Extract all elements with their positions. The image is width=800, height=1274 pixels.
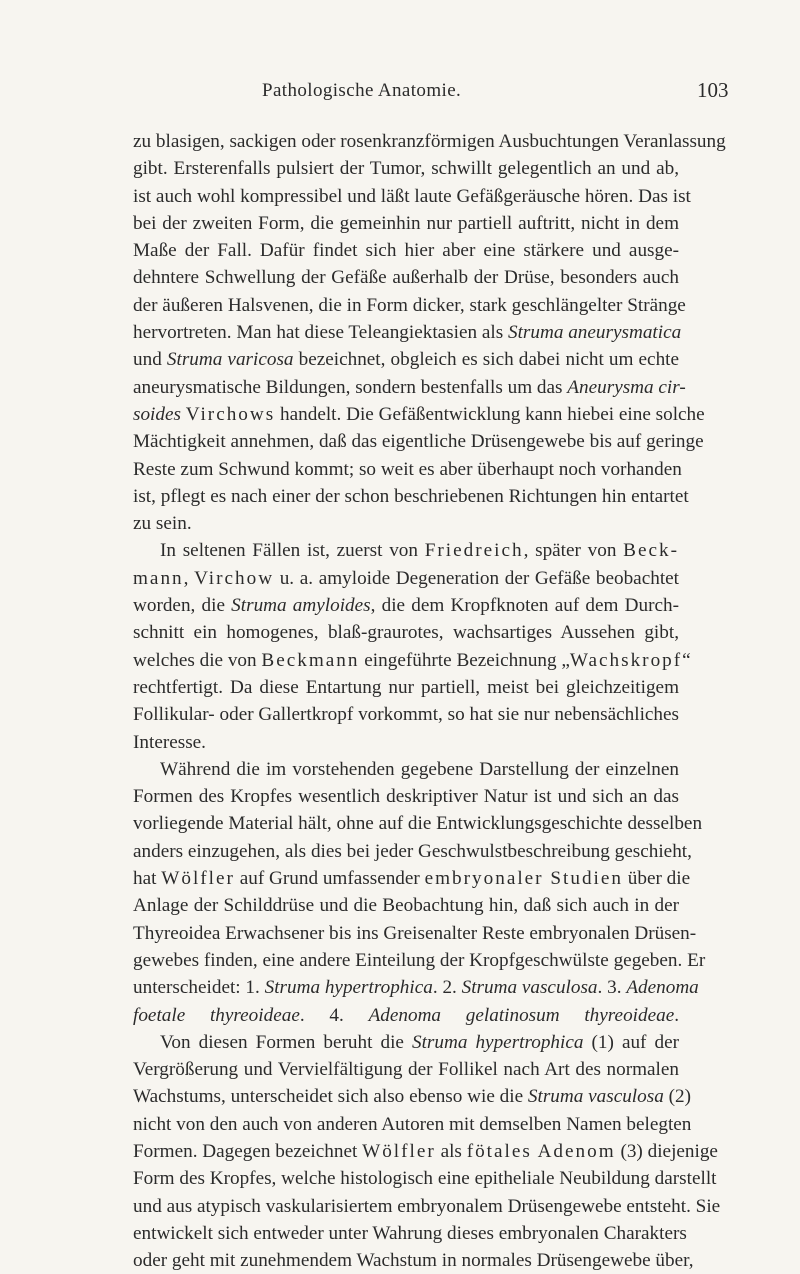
- spaced-name: Beckmann: [261, 649, 360, 671]
- text-run: und aus atypisch vaskularisiertem embryonalem Drüsengewebe entsteht. Sie: [133, 1195, 721, 1217]
- text-line: [133, 619, 679, 646]
- text-line: [133, 264, 679, 291]
- text-line: [133, 1083, 691, 1110]
- text-line: [133, 647, 691, 674]
- text-line: [133, 974, 699, 1001]
- text-run: Maße der Fall. Dafür findet sich hier aber eine stärkere und ausge-: [133, 240, 679, 262]
- text-run: “: [682, 649, 691, 671]
- text-run: vorliegende Material hält, ohne auf die Entwicklungsgeschichte desselben: [133, 813, 703, 835]
- spaced-name: Virchows: [185, 403, 276, 425]
- italic-term: Struma varicosa: [166, 349, 294, 371]
- spaced-name: Virchow: [194, 567, 275, 589]
- text-run: , später von: [523, 540, 624, 562]
- text-run: dehntere Schwellung der Gefäße außerhalb der Drüse, besonders auch: [133, 267, 679, 289]
- text-run: handelt. Die Gefäßentwicklung kann hiebei eine solche: [275, 403, 705, 425]
- italic-term: Struma vasculosa: [461, 977, 598, 999]
- text-run: oder geht mit zunehmendem Wachstum in normales Drüsengewebe über,: [133, 1250, 694, 1272]
- text-run: rechtfertigt. Da diese Entartung nur partiell, meist bei gleichzeitigem: [133, 676, 679, 698]
- text-line: [133, 810, 703, 837]
- text-run: . 4.: [299, 1004, 369, 1026]
- text-run: entwickelt sich entweder unter Wahrung dieses embryonalen Charakters: [133, 1222, 687, 1244]
- text-run: über die: [623, 868, 691, 890]
- text-run: Vergrößerung und Vervielfältigung der Follikel nach Art des normalen: [133, 1059, 679, 1081]
- running-title: Pathologische Anatomie.: [262, 80, 462, 101]
- text-run: gibt. Ersterenfalls pulsiert der Tumor, schwillt gelegentlich an und ab,: [133, 158, 679, 180]
- text-line: [133, 374, 686, 401]
- text-line: [133, 865, 691, 892]
- text-run: nicht von den auch von anderen Autoren mit demselben Namen belegten: [133, 1113, 692, 1135]
- running-head: [0, 78, 800, 108]
- text-line: [133, 1056, 679, 1083]
- text-line: [133, 565, 679, 592]
- spaced-name: Beck-: [623, 540, 679, 562]
- italic-term: Adenoma: [626, 977, 699, 999]
- text-run: zu sein.: [133, 513, 192, 535]
- text-line: [133, 1193, 721, 1220]
- text-run: Mächtigkeit annehmen, daß das eigentliche Drüsengewebe bis auf geringe: [133, 431, 704, 453]
- text-run: ist, pflegt es nach einer der schon beschriebenen Richtungen hin entartet: [133, 485, 689, 507]
- text-run: (1) auf der: [583, 1031, 679, 1053]
- text-line: [133, 674, 679, 701]
- text-run: welches die von: [133, 649, 262, 671]
- text-run: der äußeren Halsvenen, die in Form dicker, stark geschlängelter Stränge: [133, 294, 686, 316]
- spaced-name: mann: [133, 567, 184, 589]
- text-line: [133, 756, 679, 783]
- text-run: Follikular- oder Gallertkropf vorkommt, so hat sie nur nebensächliches: [133, 704, 679, 726]
- text-line: [133, 1138, 718, 1165]
- text-run: (3) diejenige: [615, 1140, 718, 1162]
- text-line: [133, 183, 691, 210]
- spaced-name: fötales Adenom: [466, 1140, 616, 1162]
- text-line: [133, 292, 686, 319]
- text-line: [133, 401, 705, 428]
- text-run: . 2.: [432, 977, 462, 999]
- text-run: . 3.: [597, 977, 627, 999]
- text-run: als: [435, 1140, 467, 1162]
- text-line: [133, 319, 682, 346]
- text-run: unterscheidet: 1.: [133, 977, 265, 999]
- text-line: [133, 155, 679, 182]
- text-run: eingeführte Bezeichnung „: [359, 649, 570, 671]
- spaced-name: Friedreich: [424, 540, 524, 562]
- italic-term: Aneurysma cir-: [567, 376, 686, 398]
- text-run: Formen. Dagegen bezeichnet: [133, 1140, 363, 1162]
- spaced-name: Wölfler: [161, 868, 235, 890]
- text-line: [133, 537, 679, 564]
- text-line: [133, 210, 679, 237]
- page-number: 103: [697, 78, 729, 102]
- text-run: .: [674, 1004, 680, 1026]
- text-run: In seltenen Fällen ist, zuerst von: [160, 540, 425, 562]
- text-line: [133, 510, 679, 537]
- text-line: [133, 128, 726, 155]
- text-run: hat: [133, 868, 162, 890]
- spaced-name: embryonaler Studien: [424, 868, 623, 890]
- italic-term: soides: [133, 403, 181, 425]
- text-run: (2): [663, 1086, 691, 1108]
- text-run: Thyreoidea Erwachsener bis ins Greisenalter Reste embryonalen Drüsen-: [133, 922, 697, 944]
- text-run: Formen des Kropfes wesentlich deskriptiver Natur ist und sich an das: [133, 786, 679, 808]
- text-line: [133, 1165, 717, 1192]
- italic-term: Adenoma gelatinosum thyreoideae: [368, 1004, 675, 1026]
- text-line: [133, 947, 706, 974]
- text-line: [133, 237, 679, 264]
- italic-term: Struma hypertrophica: [264, 977, 433, 999]
- text-line: [133, 729, 679, 756]
- text-run: auf Grund umfassender: [234, 868, 425, 890]
- text-run: hervortreten. Man hat diese Teleangiektasien als: [133, 322, 508, 344]
- body-text: [133, 128, 726, 1274]
- text-run: anders einzugehen, als dies bei jeder Geschwulstbeschreibung geschieht,: [133, 840, 692, 862]
- text-line: [133, 428, 704, 455]
- spaced-name: Wachskropf: [569, 649, 683, 671]
- text-line: [133, 1111, 692, 1138]
- text-line: [133, 1029, 679, 1056]
- text-line: [133, 783, 679, 810]
- text-line: [133, 701, 679, 728]
- text-run: bei der zweiten Form, die gemeinhin nur partiell auftritt, nicht in dem: [133, 212, 679, 234]
- text-line: [133, 592, 679, 619]
- text-run: schnitt ein homogenes, blaß-graurotes, wachsartiges Aussehen gibt,: [133, 622, 679, 644]
- spaced-name: Wölfler: [362, 1140, 436, 1162]
- italic-term: Struma vasculosa: [527, 1086, 664, 1108]
- text-line: [133, 346, 679, 373]
- text-run: Wachstums, unterscheidet sich also ebenso wie die: [133, 1086, 528, 1108]
- text-run: ,: [183, 567, 195, 589]
- text-run: ist auch wohl kompressibel und läßt laute Gefäßgeräusche hören. Das ist: [133, 185, 691, 207]
- text-line: [133, 456, 682, 483]
- text-run: zu blasigen, sackigen oder rosenkranzförmigen Ausbuchtungen Veranlassung: [133, 131, 726, 152]
- text-run: , die dem Kropfknoten auf dem Durch-: [370, 595, 679, 617]
- text-run: und: [133, 349, 167, 371]
- italic-term: Struma amyloides: [231, 595, 371, 617]
- text-run: u. a. amyloide Degeneration der Gefäße beobachtet: [274, 567, 679, 589]
- text-run: worden, die: [133, 595, 232, 617]
- text-run: aneurysmatische Bildungen, sondern bestenfalls um das: [133, 376, 568, 398]
- italic-term: Struma aneurysmatica: [507, 322, 682, 344]
- italic-term: Struma hypertrophica: [411, 1031, 584, 1053]
- text-line: [133, 920, 697, 947]
- text-run: bezeichnet, obgleich es sich dabei nicht um echte: [293, 349, 680, 371]
- text-line: [133, 838, 692, 865]
- italic-term: foetale thyreoideae: [133, 1004, 300, 1026]
- text-run: Reste zum Schwund kommt; so weit es aber überhaupt noch vorhanden: [133, 458, 682, 480]
- text-run: Während die im vorstehenden gegebene Darstellung der einzelnen: [160, 758, 679, 780]
- text-line: [133, 1220, 687, 1247]
- text-line: [133, 892, 679, 919]
- text-line: [133, 1002, 679, 1029]
- text-run: Interesse.: [133, 731, 206, 753]
- text-run: gewebes finden, eine andere Einteilung der Kropfgeschwülste gegeben. Er: [133, 949, 706, 971]
- text-line: [133, 1247, 694, 1274]
- text-line: [133, 483, 689, 510]
- text-run: Von diesen Formen beruht die: [160, 1031, 412, 1053]
- text-run: Form des Kropfes, welche histologisch eine epitheliale Neubildung darstellt: [133, 1168, 717, 1190]
- text-run: Anlage der Schilddrüse und die Beobachtung hin, daß sich auch in der: [133, 895, 679, 917]
